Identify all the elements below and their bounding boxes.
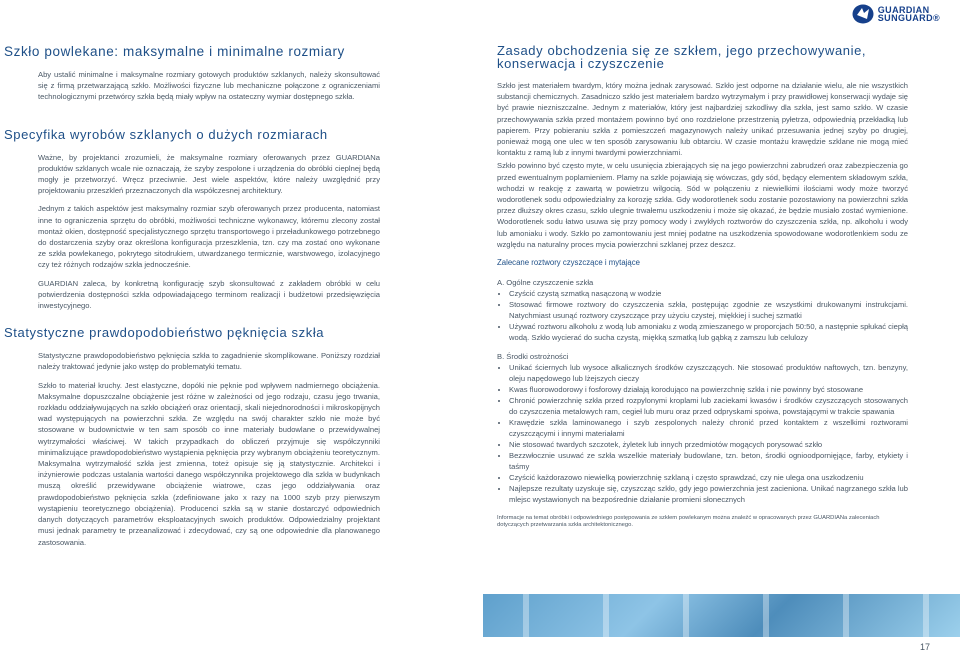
handling-paragraph-1: Szkło jest materiałem twardym, który można jednak zarysować. Szkło jest odporne na działanie wielu, ale nie wszystkich substancji chemicznych. Zasadniczo szkło jest materiałem bardzo wytrzymałym i przy prawidłowej konserwacji wydaje się być prawie niezniszczalne. Jednym z materiałów, który jest najbardziej szkodliwy dla szkła, jest samo szkło. W czasie przechowywania szkła przed montażem powinno być ono rozdzielone przestrzenią pyłetrza, odpowiednią przekładką lub papierem. Przy pobieraniu szkła z pomieszczeń magazynowych należy unikać przesuwania jednej szyby po drugiej, ponieważ mogą one ulec w ten sposób zarysowaniu lub obtarciu. W czasie montażu krawędzie szklane nie mogą mieć kontaktu z ramą lub z innymi twardymi powierzchniami. xyxy=(497,81,908,158)
section1-paragraph-2: Jednym z takich aspektów jest maksymalny rozmiar szyb oferowanych przez producenta, natomiast inne to ograniczenia sprzętu do obróbki, możliwości techniczne wykonawcy, któremu zlecony został montaż okien, dostępność specjalistycznego sprzętu transportowego i przeładunkowego potrzebnego do dostarczenia szyby oraz określona konfiguracja przeszklenia, tzn. czy ma zostać ono wykonane ze szkła powlekanego, pokrytego sitodrukiem, utwardzanego termicznie, warstwowego, izolacyjnego czy też różnych rodzajów szkła jednocześnie. xyxy=(38,204,380,270)
group-b-label: B. Środki ostrożności xyxy=(497,352,569,362)
list-item: • Najlepsze rezultaty uzyskuje się, czyszcząc szkło, gdy jego powierzchnia jest zacieniona. Unikać nagrzanego szkła lub mlejsc wystawionych na bezpośrednie działanie promieni słonecznych xyxy=(509,483,908,505)
list-item: • Czyścić każdorazowo niewielką powierzchnię szklaną i często sprawdzać, czy nie ulega ona uszkodzeniu xyxy=(509,472,908,483)
section1-paragraph-3: GUARDIAN zaleca, by konkretną konfigurację szyb skonsultować z zakładem obróbki w celu potwierdzenia dostępności szkła odpowiadającego terminom realizacji i budżetowi przedsięwzięcia inwestycyjnego. xyxy=(38,278,380,311)
guardian-logo xyxy=(852,4,940,24)
left-column xyxy=(4,44,380,555)
list-item: • Chronić powierzchnię szkła przed rozpylonymi kroplami lub zaciekami kwasów i środków czyszczących stosowanych do czyszczenia metalowych ram, cegieł lub muru oraz przed odpryskami spoiwa, powstającymi w trakcie spawania xyxy=(509,395,908,417)
glass-facade-photo xyxy=(483,594,960,637)
section-large-glass-title: Specyfika wyrobów szklanych o dużych rozmiarach xyxy=(4,126,328,142)
section-breakage-title: Statystyczne prawdopodobieństwo pęknięcia szkła xyxy=(4,325,325,341)
title-handling-storage: Zasady obchodzenia się ze szkłem, jego przechowywanie, konserwacja i czyszczenie xyxy=(497,43,867,71)
list-item: • Unikać ściernych lub wysoce alkalicznych środków czyszczących. Nie stosować produktów naftowych, tzn. benzyny, oleju napędowego lub lżejszych cieczy xyxy=(509,362,908,384)
list-item: • Nie stosować twardych szczotek, żyletek lub innych przedmiotów mogących porysować szkło xyxy=(509,439,908,450)
section2-paragraph-1: Statystyczne prawdopodobieństwo pęknięcia szkła to zagadnienie skomplikowane. Poniższy rozdział należy traktować jedynie jako wstęp do problematyki tematu. xyxy=(38,351,380,372)
list-precautions xyxy=(497,362,908,505)
logo-line-1: GUARDIAN xyxy=(877,5,930,15)
page-number: 17 xyxy=(919,642,930,652)
list-item: • Czyścić czystą szmatką nasączoną w wodzie xyxy=(509,288,908,299)
cleaning-solutions-subtitle: Zalecane roztwory czyszczące i mytające xyxy=(497,258,640,268)
intro-paragraph: Aby ustalić minimalne i maksymalne rozmiary gotowych produktów szklanych, należy skonsultować się z firmą przetwarzającą szkło. Możliwości fizyczne lub mechaniczne połączone z ograniczeniami technologicznymi przetwórcy szkła będą miały wpływ na ostateczny wymiar dostępnego szkła. xyxy=(38,70,380,102)
list-item: • Krawędzie szkła laminowanego i szyb zespolonych należy chronić przed kontaktem z wszelkimi roztworami czyszczącymi i innymi materiałami xyxy=(509,417,908,439)
title-coated-glass-sizes: Szkło powlekane: maksymalne i minimalne rozmiary xyxy=(4,44,345,59)
group-a-label: A. Ogólne czyszczenie szkła xyxy=(497,278,594,288)
handling-paragraph-2: Szkło powinno być często myte, w celu usunięcia zbierających się na jego powierzchni zabrudzeń oraz zabezpieczenia go przed ewentualnym poplamieniem. Plamy na szkle pojawiają się wówczas, gdy sód, będący elementem składowym szkła, wchodzi w reakcję z zawartą w powietrzu wilgocią. Sód w połączeniu z niewielkimi ilościami wody może tworzyć wodorotlenek sodu odpowiedzialny za korozję szkła. Gdy wodorotlenek sodu zostanie pozostawiony na powierzchni szkła przez dłuższy okres czasu, szkło ulegnie trwałemu uszkodzeniu i może się okazać, że będzie musiało zostać wymienione. Wodorotlenek sodu łatwo usuwa się przy pomocy wody i zwykłych roztworów do czyszczenia szkła, np. alkoholu i wody lub amoniaku i wody. Szkło po zamontowaniu jest mniej podatne na uszkodzenia spowodowane wodorotlenkiem sodu ze względu na naturalny proces mycia powierzchni szklanej przez deszcz. xyxy=(497,161,908,249)
list-item: • Kwas fluorowodorowy i fosforowy działają korodująco na powierzchnię szkła i nie powinny być stosowane xyxy=(509,384,908,395)
list-item: • Bezzwłocznie usuwać ze szkła wszelkie materiały budowlane, tzn. beton, środki ognioodpornięjące, farby, etykiety i taśmy xyxy=(509,450,908,472)
list-item: • Używać roztworu alkoholu z wodą lub amoniaku z wodą zmieszanego w proporcjach 50:50, a następnie spłukać ciepłą wodą. Szkło wycierać do sucha czystą, miękką szmatką lub gąbką z zamszu lub celulozy xyxy=(509,321,908,343)
list-general-cleaning xyxy=(497,288,908,343)
right-column xyxy=(497,44,908,530)
footnote: Informacje na temat obróbki i odpowiedniego postępowania ze szkłem powlekanym można znaleźć w opracowanych przez GUARDIANa zaleceniach dotyczących przetwarzania szkła architektonicznego. xyxy=(497,515,880,529)
guardian-emblem-icon xyxy=(852,4,874,24)
logo-line-2: SUNGUARD® xyxy=(877,13,940,23)
section1-paragraph-1: Ważne, by projektanci zrozumieli, że maksymalne rozmiary oferowanych przez GUARDIANa produktów szklanych wcale nie oznaczają, że szyby zespolone i urządzenia do obróbki cieplnej będą mogły je przetworzyć. Wręcz przeciwnie. Jest wiele aspektów, które należy uwzględnić przy projektowaniu przeszkleń przeznaczonych dla współczesnej architektury. xyxy=(38,152,380,196)
section2-paragraph-2: Szkło to materiał kruchy. Jest elastyczne, dopóki nie pęknie pod wpływem nadmiernego obciążenia. Maksymalne dopuszczalne obciążenie jest różne w zależności od jego rodzaju, czasu jego trwania, rozkładu oddziaływujących na szkło obciążeń oraz orientacji, skali niejednorodności i mikroskopijnych wad występujących na powierzchni szkła. Ze względu na swój charakter szkło nie może być stosowane w budownictwie w ten sam sposób co inne materiały budowlane o przewidywalnej wytrzymałości właściwej. W takich przypadkach do obliczeń przyjmuje się współczynniki minimalizujące prawdopodobieństwo wystąpienia pęknięcia przy wybranym obciążeniu teoretycznym. Maksymalna wytrzymałość szkła jest zmienna, toteż opisuje się ją statystycznie. Architekci i inżynierowie podczas ustalania wartości danego współczynnika projektowego dla szkła w budynkach muszą określić przewidywane obciążenie wiatrowe, czas jego oddziaływania oraz prawdopodobieństwo pęknięcia szkła (zdefiniowane jako x razy na 1000 szyb przy pierwszym wystąpieniu teoretycznego obciążenia). Producenci szkła są w stanie dostarczyć odpowiednich danych dotyczących parametrów eksploatacyjnych swoich produktów. Odpowiedzialny projektant musi jednak parametry te przeanalizować i zdecydować, czy są one odpowiednie dla planowanego zastosowania. xyxy=(38,380,380,547)
list-item: • Stosować firmowe roztwory do czyszczenia szkła, postępując zgodnie ze wszystkimi drukowanymi instrukcjami. Natychmiast usunąć roztwory czyszczące przy użyciu czystej, miękkiej i suchej szmatki xyxy=(509,299,908,321)
